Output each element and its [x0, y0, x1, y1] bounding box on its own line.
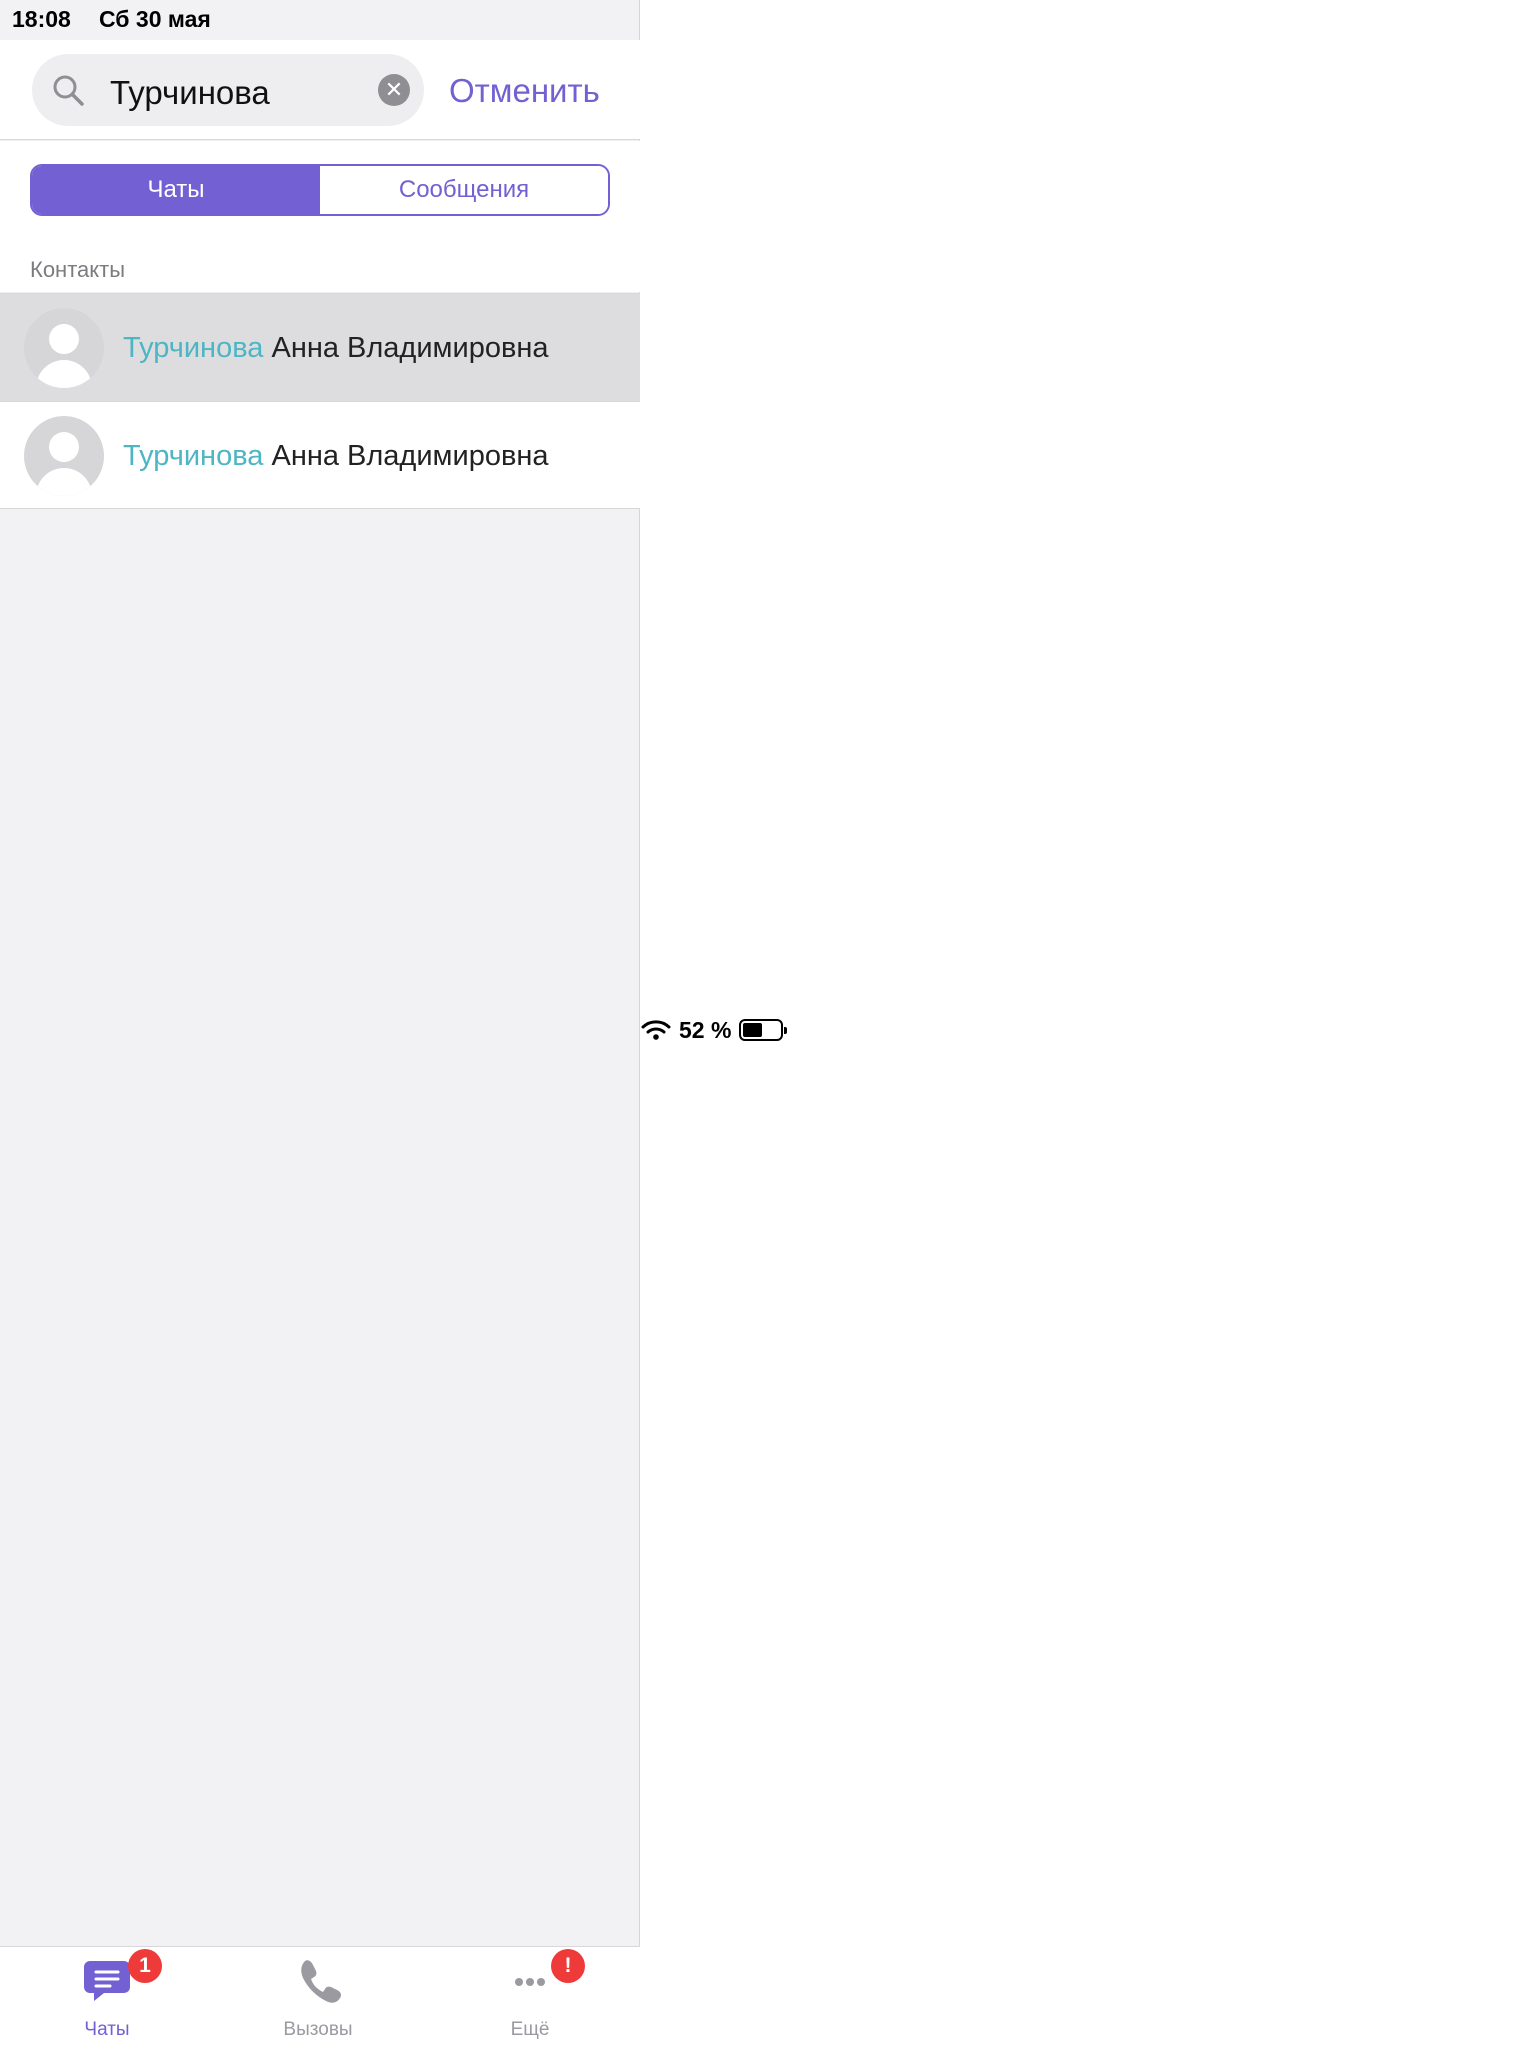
- segment-chats[interactable]: Чаты: [32, 166, 320, 214]
- search-input[interactable]: [32, 54, 424, 126]
- unread-badge: 1: [128, 1949, 162, 1983]
- cancel-search-button[interactable]: Отменить: [449, 72, 600, 109]
- battery-icon: [739, 1019, 783, 1041]
- search-icon: [50, 72, 86, 108]
- contact-row[interactable]: [0, 401, 640, 509]
- bottom-tab-bar: [0, 1946, 640, 2048]
- wifi-icon: [641, 1019, 671, 1041]
- search-header: [0, 40, 640, 140]
- contacts-section-label: Контакты: [30, 257, 126, 282]
- chat-list-pane: [0, 0, 640, 2048]
- status-time: 18:08: [12, 6, 71, 32]
- tab-chats[interactable]: [37, 1955, 177, 2041]
- tab-calls-label: Вызовы: [283, 2019, 353, 2040]
- contact-name: [123, 440, 549, 473]
- status-date: Сб 30 мая: [99, 6, 211, 32]
- tab-more[interactable]: [460, 1955, 600, 2041]
- status-right: [641, 6, 1536, 2048]
- contact-name-rest: Анна Владимировна: [263, 332, 549, 364]
- search-query[interactable]: Турчинова: [110, 74, 270, 111]
- contact-name: [123, 332, 549, 365]
- more-dots-icon: [505, 1955, 555, 2005]
- tab-more-label: Ещё: [510, 2019, 550, 2040]
- tab-chats-label: Чаты: [84, 2019, 130, 2040]
- segment-messages[interactable]: Сообщения: [320, 166, 608, 214]
- avatar: [24, 416, 104, 496]
- chats-icon: [82, 1955, 132, 2005]
- avatar: [24, 308, 104, 388]
- phone-icon: [293, 1955, 343, 2005]
- contact-name-match: Турчинова: [123, 332, 264, 364]
- segmented-control: [30, 164, 610, 216]
- tab-calls[interactable]: [248, 1955, 388, 2041]
- clear-search-icon[interactable]: ✕: [378, 74, 410, 106]
- contact-row[interactable]: [0, 293, 640, 401]
- filter-area: [0, 141, 640, 292]
- alert-badge: !: [551, 1949, 585, 1983]
- contact-name-match: Турчинова: [123, 440, 264, 472]
- battery-percent: 52 %: [679, 1016, 732, 1043]
- contact-name-rest: Анна Владимировна: [263, 440, 549, 472]
